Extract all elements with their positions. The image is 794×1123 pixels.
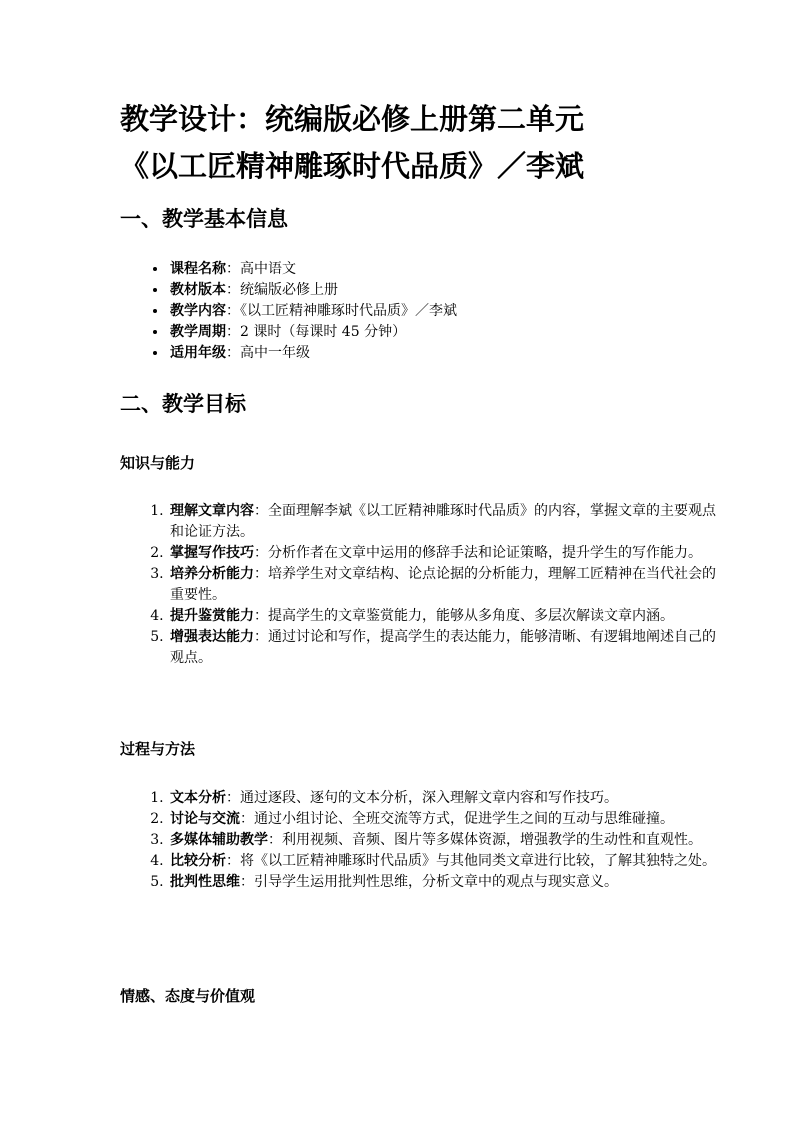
list-item: 2. 掌握写作技巧：分析作者在文章中运用的修辞手法和论证策略，提升学生的写作能力。: [168, 543, 728, 564]
list-item: • 课程名称：高中语文: [168, 259, 457, 280]
list-item: 5. 增强表达能力：通过讨论和写作，提高学生的表达能力，能够清晰、有逻辑地阐述自己的观点。: [168, 627, 728, 669]
list-item: • 教学周期：2 课时（每课时 45 分钟）: [168, 322, 457, 343]
subheading-attitude: 情感、态度与价值观: [120, 987, 256, 1005]
basic-info-list: [126, 259, 457, 364]
knowledge-list: [126, 501, 728, 669]
list-item: 3. 培养分析能力：培养学生对文章结构、论点论据的分析能力，理解工匠精神在当代社会的重要性。: [168, 564, 728, 606]
section-heading-basic-info: 一、教学基本信息: [120, 207, 288, 231]
list-item: • 教学内容：《以工匠精神雕琢时代品质》／李斌: [168, 301, 457, 322]
list-item: 3. 多媒体辅助教学：利用视频、音频、图片等多媒体资源，增强教学的生动性和直观性。: [168, 830, 728, 851]
list-item: • 适用年级：高中一年级: [168, 343, 457, 364]
list-item: 4. 比较分析：将《以工匠精神雕琢时代品质》与其他同类文章进行比较，了解其独特之处。: [168, 851, 728, 872]
list-item: 4. 提升鉴赏能力：提高学生的文章鉴赏能力，能够从多角度、多层次解读文章内涵。: [168, 606, 728, 627]
list-item: • 教材版本：统编版必修上册: [168, 280, 457, 301]
process-list: [126, 788, 728, 893]
list-item: 5. 批判性思维：引导学生运用批判性思维，分析文章中的观点与现实意义。: [168, 872, 728, 893]
subheading-knowledge: 知识与能力: [120, 454, 196, 472]
subheading-process: 过程与方法: [120, 740, 196, 758]
list-item: 2. 讨论与交流：通过小组讨论、全班交流等方式，促进学生之间的互动与思维碰撞。: [168, 809, 728, 830]
list-item: 1. 理解文章内容：全面理解李斌《以工匠精神雕琢时代品质》的内容，掌握文章的主要观点和论证方法。: [168, 501, 728, 543]
document-title: [120, 96, 720, 190]
title-line-2: 《以工匠精神雕琢时代品质》／李斌: [120, 149, 585, 183]
section-heading-objectives: 二、教学目标: [120, 392, 246, 416]
title-line-1: 教学设计：统编版必修上册第二单元: [120, 102, 585, 136]
list-item: 1. 文本分析：通过逐段、逐句的文本分析，深入理解文章内容和写作技巧。: [168, 788, 728, 809]
